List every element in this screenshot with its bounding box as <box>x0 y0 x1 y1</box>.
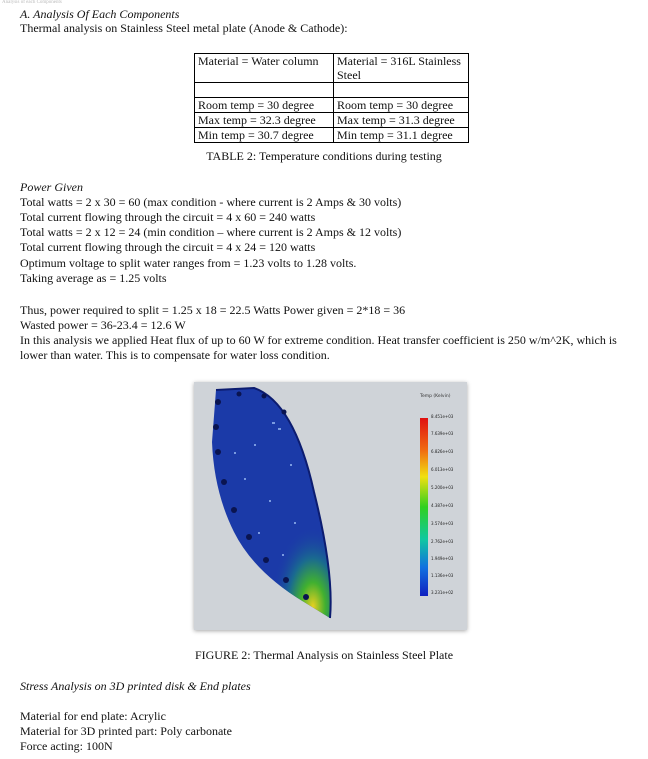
table-cell: Room temp = 30 degree <box>195 98 334 113</box>
calc-line: Thus, power required to split = 1.25 x 18 = 22.5 Watts Power given = 2*18 = 36 <box>20 303 406 317</box>
table-cell <box>195 83 334 98</box>
table-cell: Room temp = 30 degree <box>334 98 469 113</box>
section-heading: A. Analysis Of Each Components <box>20 7 180 21</box>
legend-tick-label: 3.574e+03 <box>431 521 454 526</box>
table-cell: Max temp = 31.3 degree <box>334 113 469 128</box>
table-cell <box>334 83 469 98</box>
legend-tick-label: 3.231e+02 <box>431 590 454 595</box>
legend-tick-label: 1.136e+03 <box>431 573 454 578</box>
power-line: Taking average as = 1.25 volts <box>20 271 167 285</box>
legend-tick-label: 6.013e+03 <box>431 467 454 472</box>
power-line: Total current flowing through the circuit = 4 x 24 = 120 watts <box>20 240 316 254</box>
stress-line: Force acting: 100N <box>20 739 113 753</box>
table-row <box>195 113 469 128</box>
calc-line: Wasted power = 36-23.4 = 12.6 W <box>20 318 186 332</box>
analysis-paragraph: In this analysis we applied Heat flux of up to 60 W for extreme condition. Heat transfer coefficient is 250 w/m^2K, which is lower than water. This is to compensate for water loss condition. <box>20 333 617 362</box>
power-line: Total watts = 2 x 12 = 24 (min condition – where current is 2 Amps & 12 volts) <box>20 225 402 239</box>
table-cell: Max temp = 32.3 degree <box>195 113 334 128</box>
table-row <box>195 83 469 98</box>
table-caption: TABLE 2: Temperature conditions during testing <box>206 149 442 163</box>
stress-heading: Stress Analysis on 3D printed disk & End plates <box>20 679 251 693</box>
temperature-legend-bar <box>420 418 428 596</box>
power-line: Total watts = 2 x 30 = 60 (max condition - where current is 2 Amps & 30 volts) <box>20 195 402 209</box>
table-cell: Min temp = 30.7 degree <box>195 128 334 143</box>
table-cell: Material = 316L Stainless Steel <box>334 54 469 83</box>
table-row <box>195 98 469 113</box>
table-cell: Min temp = 31.1 degree <box>334 128 469 143</box>
table-row <box>195 128 469 143</box>
legend-tick-label: 8.451e+03 <box>431 414 454 419</box>
legend-title: Temp (Kelvin) <box>420 394 451 399</box>
stress-line: Material for end plate: Acrylic <box>20 709 166 723</box>
legend-tick-label: 6.826e+03 <box>431 449 454 454</box>
legend-tick-label: 1.949e+03 <box>431 556 454 561</box>
thermal-plate-image <box>194 382 467 630</box>
table-row <box>195 54 469 83</box>
temperature-table <box>194 53 469 143</box>
header-note: Analysis of each Components <box>2 0 62 5</box>
table-cell: Material = Water column <box>195 54 334 83</box>
thermal-analysis-figure <box>194 382 467 630</box>
power-heading: Power Given <box>20 180 83 194</box>
legend-tick-label: 7.639e+03 <box>431 431 454 436</box>
figure-caption: FIGURE 2: Thermal Analysis on Stainless Steel Plate <box>194 648 454 662</box>
power-line: Optimum voltage to split water ranges from = 1.23 volts to 1.28 volts. <box>20 256 357 270</box>
legend-tick-label: 4.387e+03 <box>431 503 454 508</box>
intro-line: Thermal analysis on Stainless Steel metal plate (Anode & Cathode): <box>20 21 348 35</box>
power-line: Total current flowing through the circuit = 4 x 60 = 240 watts <box>20 210 316 224</box>
stress-line: Material for 3D printed part: Poly carbonate <box>20 724 232 738</box>
legend-tick-label: 2.762e+03 <box>431 539 454 544</box>
legend-tick-label: 5.200e+03 <box>431 485 454 490</box>
